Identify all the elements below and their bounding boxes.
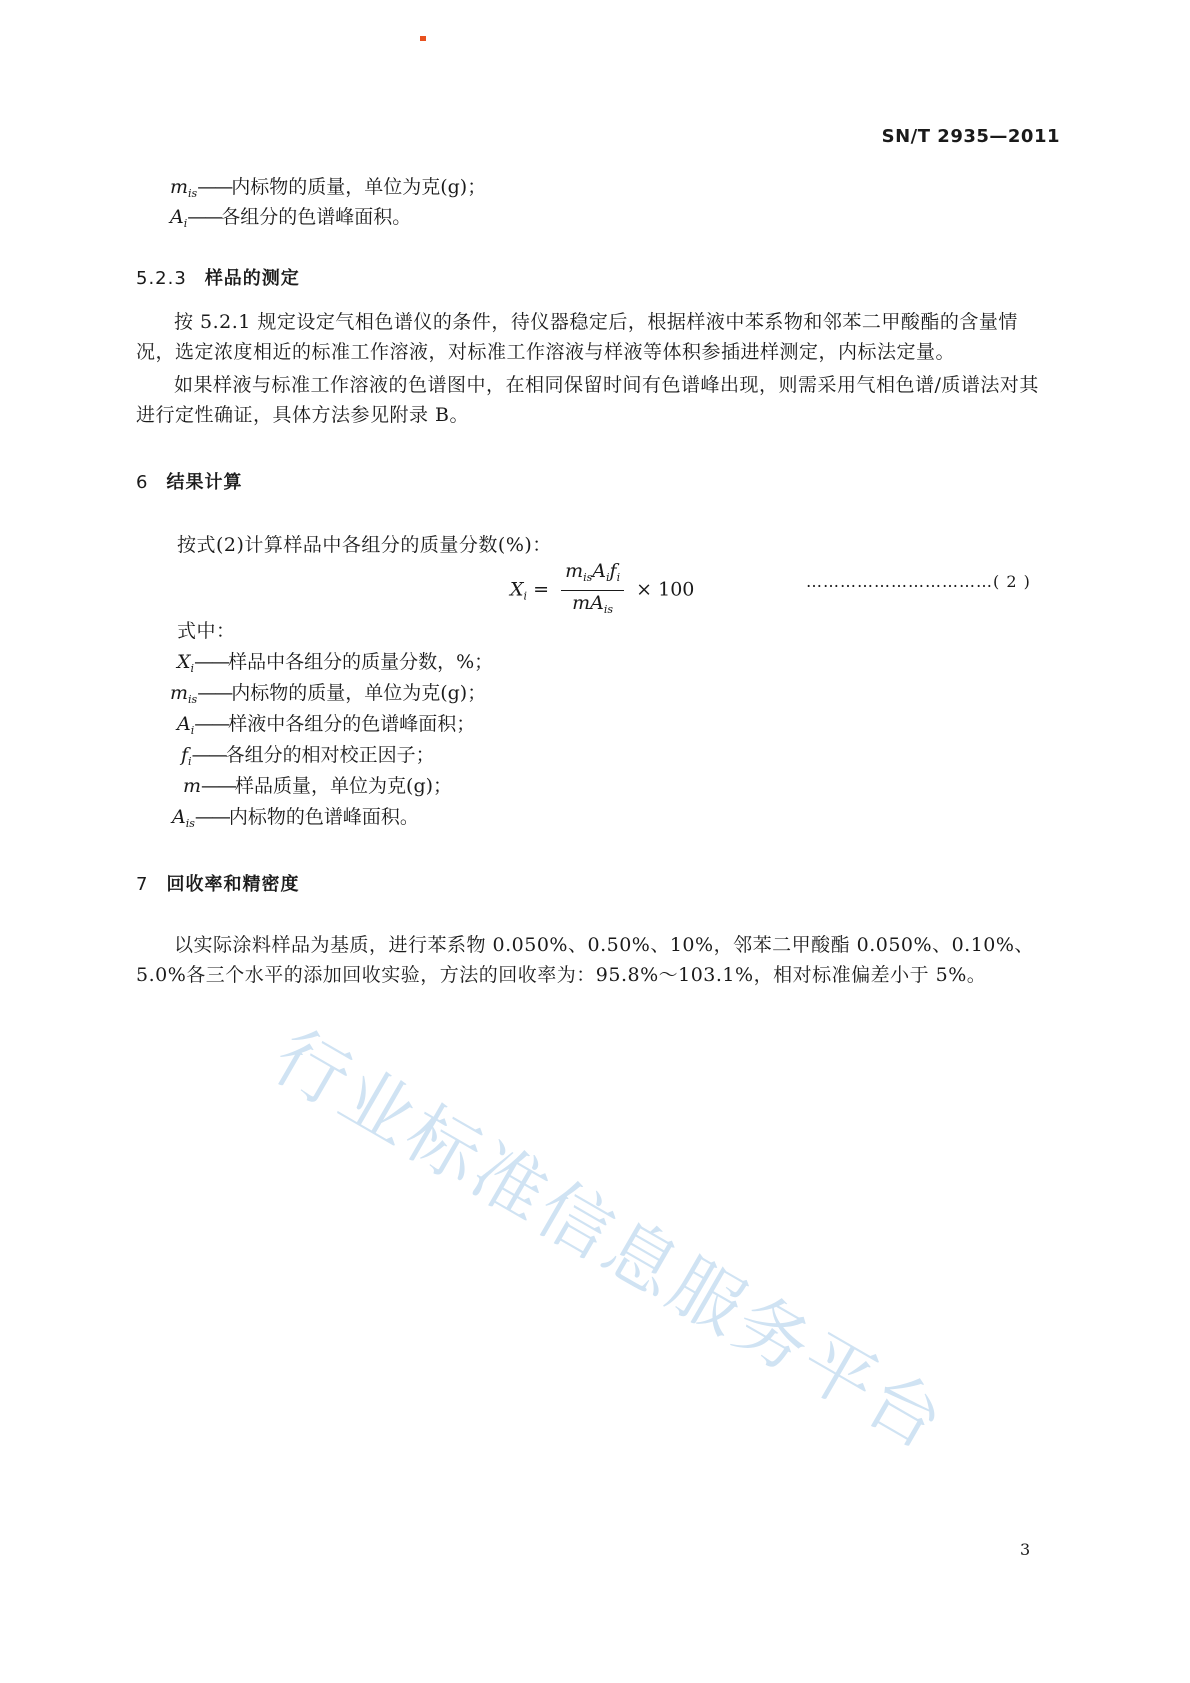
var-symbol: m	[183, 775, 202, 797]
var-dash: ——	[197, 176, 232, 198]
var-description: 样品质量，单位为克(g)；	[235, 775, 453, 797]
formula-lhs-subscript: i	[523, 589, 528, 603]
section-heading-6	[136, 468, 242, 494]
var-description: 各组分的色谱峰面积。	[221, 206, 412, 228]
section-title: 结果计算	[166, 472, 243, 493]
var-dash: ——	[201, 775, 236, 797]
var-symbol: m	[170, 176, 189, 198]
section-heading-5-2-3	[136, 264, 300, 290]
var-subscript: is	[188, 187, 198, 200]
page-number: 3	[1020, 1540, 1031, 1559]
formula-term: A	[592, 560, 607, 582]
var-description: 样液中各组分的色谱峰面积；	[228, 713, 476, 735]
var-dash: ——	[191, 744, 226, 766]
var-description: 内标物的质量，单位为克(g)；	[231, 682, 487, 704]
formula-term: m	[572, 592, 591, 614]
var-description: 内标物的色谱峰面积。	[228, 806, 419, 828]
paragraph-5-2-3-1: 按 5.2.1 规定设定气相色谱仪的条件，待仪器稳定后，根据样液中苯系物和邻苯二甲酸酯的含量情况，选定浓度相近的标准工作溶液，对标准工作溶液与样液等体积参插进样测定，内标法定量。	[136, 311, 1018, 363]
formula-multiplier: × 100	[636, 578, 695, 601]
standard-code: SN/T 2935—2011	[881, 126, 1060, 147]
formula-term: f	[609, 560, 617, 582]
var-subscript: is	[185, 817, 195, 830]
var-symbol: A	[172, 806, 186, 828]
formula-equals: =	[533, 578, 550, 601]
formula-equation-number: ( 2 )	[993, 572, 1031, 591]
where-label: 式中：	[177, 620, 236, 642]
section-title: 样品的测定	[204, 268, 300, 289]
var-symbol: f	[181, 744, 189, 766]
var-description: 各组分的相对校正因子；	[225, 744, 435, 766]
var-def-ai	[170, 202, 411, 239]
var-def-ais	[172, 802, 419, 839]
var-dash: ——	[194, 806, 229, 828]
paragraph-7: 以实际涂料样品为基质，进行苯系物 0.050%、0.50%、10%，邻苯二甲酸酯 0.050%、0.10%、5.0%各三个水平的添加回收实验，方法的回收率为：95.8%～103.1%，相对标准偏差小于 5%。	[136, 934, 1034, 986]
section-heading-7	[136, 870, 299, 896]
var-subscript: i	[190, 662, 195, 675]
section-number: 5.2.3	[136, 268, 187, 289]
var-description: 内标物的质量，单位为克(g)；	[231, 176, 487, 198]
var-symbol: X	[177, 651, 191, 673]
formula-intro: 按式(2)计算样品中各组分的质量分数(%)：	[177, 534, 552, 556]
var-symbol: A	[177, 713, 191, 735]
var-subscript: i	[190, 724, 195, 737]
var-dash: ——	[187, 206, 222, 228]
formula-term-subscript: i	[616, 571, 621, 584]
paragraph-5-2-3-2: 如果样液与标准工作溶液的色谱图中，在相同保留时间有色谱峰出现，则需采用气相色谱/质谱法对其进行定性确证，具体方法参见附录 B。	[136, 374, 1039, 426]
formula-numerator	[561, 560, 624, 591]
formula-term-subscript: is	[603, 603, 614, 616]
var-symbol: m	[170, 682, 189, 704]
var-dash: ——	[197, 682, 232, 704]
var-description: 样品中各组分的质量分数，%；	[228, 651, 494, 673]
watermark: 行业标准信息服务平台	[260, 1013, 961, 1467]
var-subscript: i	[183, 217, 188, 230]
formula-2	[510, 560, 694, 621]
formula-term-subscript: is	[583, 571, 593, 584]
section-number: 7	[136, 874, 149, 895]
var-dash: ——	[194, 713, 229, 735]
formula-lhs: X	[510, 578, 524, 601]
formula-leader-dots: ……………………………	[806, 572, 993, 591]
formula-term-subscript: i	[606, 571, 610, 584]
var-symbol: A	[170, 206, 184, 228]
section-title: 回收率和精密度	[166, 874, 300, 895]
formula-term: m	[565, 560, 584, 582]
formula-fraction	[561, 560, 624, 621]
section-number: 6	[136, 472, 149, 493]
formula-denominator	[561, 591, 624, 621]
formula-term: A	[590, 592, 604, 614]
var-subscript: i	[188, 755, 192, 768]
formula-number	[806, 572, 1031, 591]
var-subscript: is	[188, 693, 198, 706]
var-dash: ——	[194, 651, 229, 673]
corner-mark	[420, 36, 426, 41]
var-def-m	[183, 771, 452, 801]
